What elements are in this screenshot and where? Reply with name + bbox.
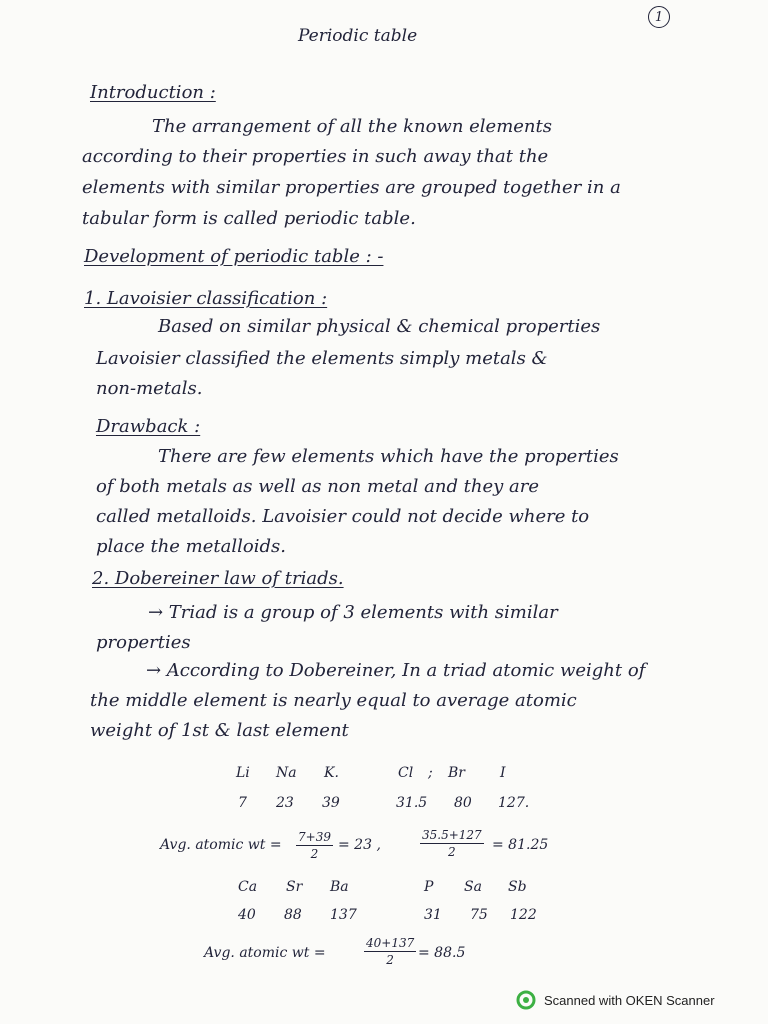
triad3-symbol: Ba xyxy=(330,879,349,895)
intro-line-4: tabular form is called periodic table. xyxy=(82,208,416,229)
avg1b-numerator: 35.5+127 xyxy=(422,828,482,842)
avg1-fraction xyxy=(296,830,333,861)
dobereiner-line-2: properties xyxy=(96,632,191,653)
triad1-symbol: K. xyxy=(324,765,339,781)
page-title: Periodic table xyxy=(298,26,418,46)
triad1-weight: 39 xyxy=(322,795,340,811)
oken-scanner-logo-icon xyxy=(516,990,536,1010)
avg1-denominator: 2 xyxy=(310,847,319,861)
triad3-weight: 88 xyxy=(284,907,302,923)
triad2-weight: 31.5 xyxy=(396,795,428,811)
triad3-symbol: Ca xyxy=(238,879,258,895)
triad2-weight: 127. xyxy=(498,795,530,811)
triad2-symbol: I xyxy=(500,765,506,781)
scanner-watermark-text: Scanned with OKEN Scanner xyxy=(544,992,715,1008)
intro-heading: Introduction : xyxy=(90,82,216,103)
triad1-weight: 23 xyxy=(276,795,294,811)
avg2-fraction xyxy=(364,936,416,967)
avg2-label: Avg. atomic wt = xyxy=(204,945,326,961)
triad2-symbol: Cl xyxy=(398,765,414,781)
avg1-numerator: 7+39 xyxy=(298,830,331,844)
drawback-line-3: called metalloids. Lavoisier could not decide where to xyxy=(96,506,590,527)
page-number-badge: 1 xyxy=(648,6,670,28)
development-heading: Development of periodic table : - xyxy=(84,246,384,267)
triad3-symbol: Sr xyxy=(286,879,303,895)
triad2-weight: 80 xyxy=(454,795,472,811)
lavoisier-line-2: Lavoisier classified the elements simply metals & xyxy=(96,348,548,369)
dobereiner-line-1: → Triad is a group of 3 elements with similar xyxy=(148,602,558,623)
triad4-symbol: Sa xyxy=(464,879,482,895)
avg2-result: = 88.5 xyxy=(418,945,466,961)
avg2-denominator: 2 xyxy=(386,953,394,967)
triad1-symbol: Li xyxy=(236,765,250,781)
lavoisier-heading: 1. Lavoisier classification : xyxy=(84,288,328,309)
drawback-line-2: of both metals as well as non metal and they are xyxy=(96,476,540,497)
intro-line-2: according to their properties in such away that the xyxy=(82,146,549,167)
triad4-weight: 31 xyxy=(424,907,442,923)
triad3-weight: 137 xyxy=(330,907,357,923)
triad4-symbol: Sb xyxy=(508,879,527,895)
avg1b-result: = 81.25 xyxy=(492,837,549,853)
intro-line-3: elements with similar properties are grouped together in a xyxy=(82,177,621,198)
dobereiner-line-4: the middle element is nearly equal to average atomic xyxy=(90,690,577,711)
dobereiner-heading: 2. Dobereiner law of triads. xyxy=(92,568,344,589)
lavoisier-line-1: Based on similar physical & chemical properties xyxy=(158,316,601,337)
triad2-symbol: Br xyxy=(448,765,465,781)
triad3-weight: 40 xyxy=(238,907,256,923)
avg1b-denominator: 2 xyxy=(448,845,456,859)
drawback-line-4: place the metalloids. xyxy=(96,536,286,557)
avg1b-fraction xyxy=(420,828,484,859)
avg2-numerator: 40+137 xyxy=(366,936,415,950)
triad4-symbol: P xyxy=(424,879,434,895)
avg1-result: = 23 , xyxy=(338,837,381,853)
dobereiner-line-5: weight of 1st & last element xyxy=(90,720,349,741)
drawback-line-1: There are few elements which have the properties xyxy=(158,446,619,467)
triad1-symbol: Na xyxy=(276,765,297,781)
triad1-weight: 7 xyxy=(238,795,247,811)
triad4-weight: 75 xyxy=(470,907,488,923)
lavoisier-line-3: non-metals. xyxy=(96,378,203,399)
drawback-heading: Drawback : xyxy=(96,416,201,437)
intro-line-1: The arrangement of all the known elements xyxy=(152,116,552,137)
triad4-weight: 122 xyxy=(510,907,537,923)
avg1-label: Avg. atomic wt = xyxy=(160,837,282,853)
scanner-watermark xyxy=(516,990,715,1010)
dobereiner-line-3: → According to Dobereiner, In a triad atomic weight of xyxy=(146,660,646,681)
triad2-separator: ; xyxy=(428,765,433,781)
